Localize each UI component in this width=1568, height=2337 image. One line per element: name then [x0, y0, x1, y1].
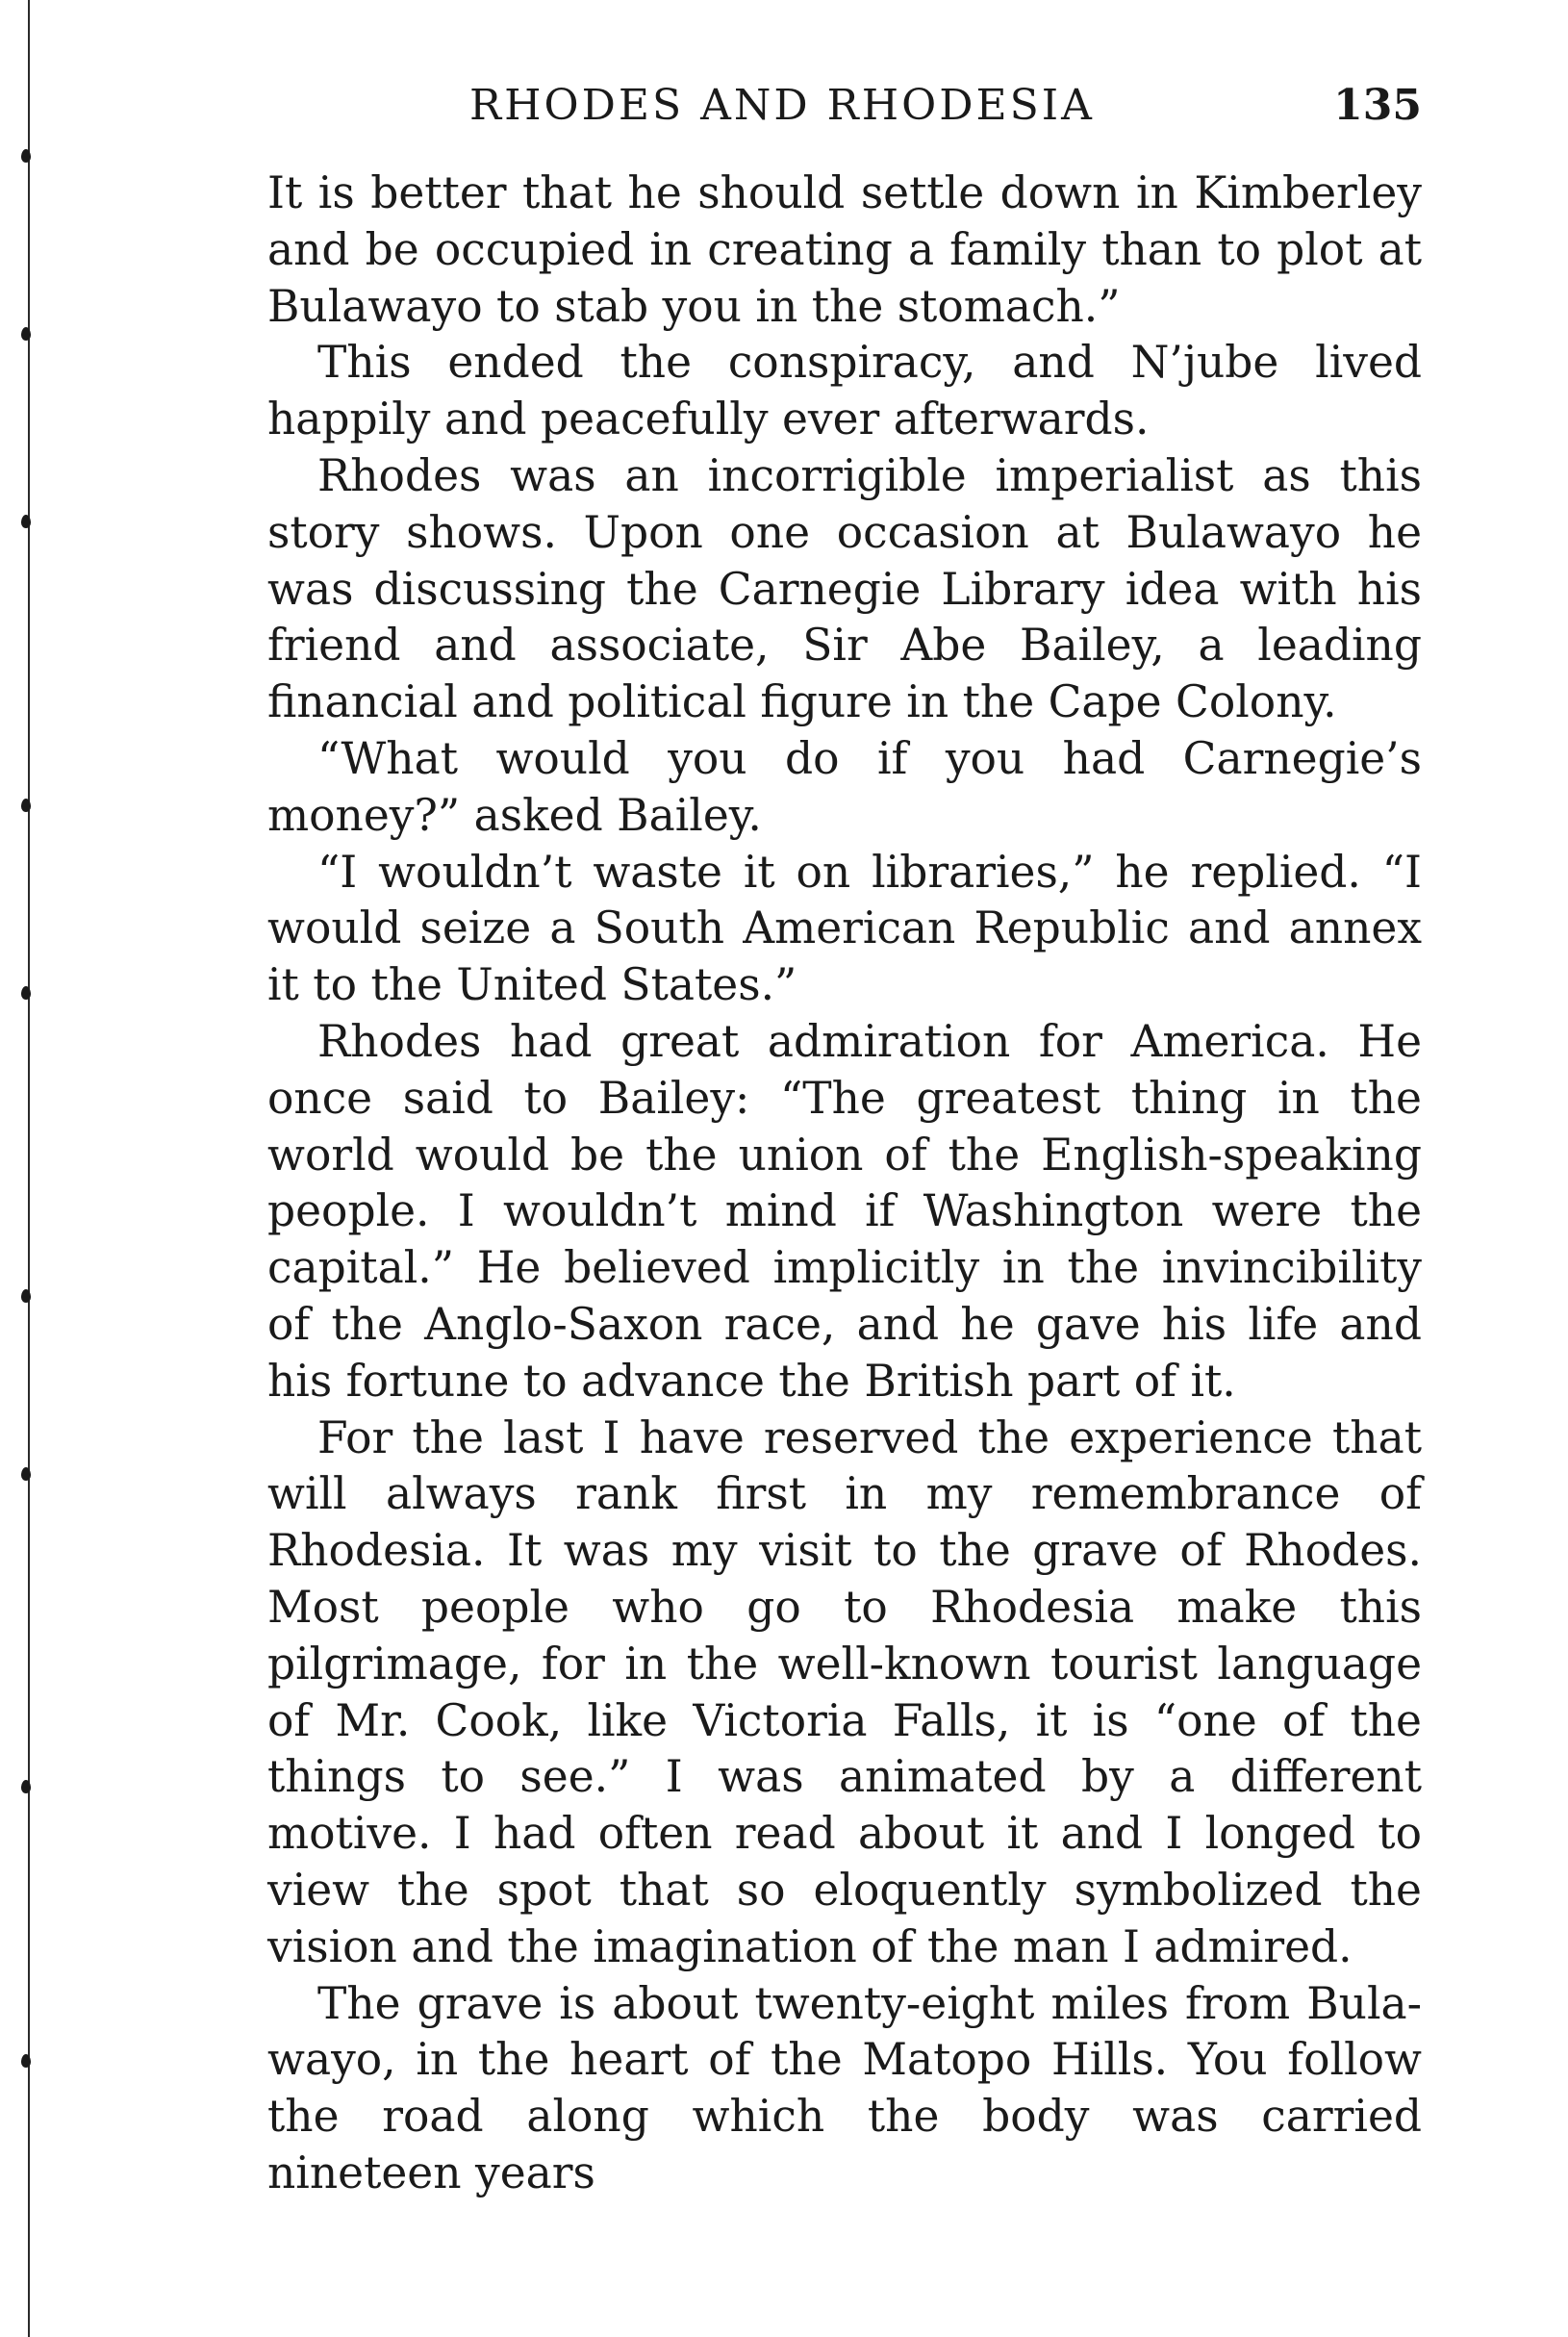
binding-rule	[28, 0, 30, 2337]
page-number: 135	[1333, 81, 1422, 130]
binding-mark	[21, 1780, 31, 1793]
paragraph: “What would you do if you had Carnegie’s money?” asked Bailey.	[267, 732, 1422, 841]
running-head	[267, 77, 1422, 135]
paragraph: “I wouldn’t waste it on libraries,” he replied. “I would seize a South American Republic and annex it to the United States.”	[267, 846, 1422, 1011]
body-text	[267, 165, 1422, 2202]
binding-mark	[21, 515, 31, 528]
binding-mark	[21, 799, 31, 812]
paragraph: For the last I have reserved the experience that will always rank first in my remembrance of Rhodesia. It was my visit to the grave of Rhodes. Most people who go to Rhodesia make this pilgrimage, for in the well-known tourist language of Mr. Cook, like Victoria Falls, it is “one of the things to see.” I was animated by a different motive. I had often read about it and I longed to view the spot that so eloquently symbolized the vision and the imagination of the man I admired.	[267, 1411, 1422, 1972]
running-title: RHODES AND RHODESIA	[469, 81, 1095, 130]
paragraph: The grave is about twenty-eight miles from Bulawayo, in the heart of the Matopo Hills. You follow the road along which the body was carried nineteen years	[267, 1977, 1422, 2198]
paragraph: It is better that he should settle down in Kimberley and be occupied in creating a family than to plot at Bulawayo to stab you in the stomach.”	[267, 167, 1422, 332]
binding-mark	[21, 1289, 31, 1303]
binding-mark	[21, 149, 31, 163]
binding-mark	[21, 2054, 31, 2068]
paragraph: Rhodes was an incorrigible imperialist as this story shows. Upon one occasion at Bulawayo he was discussing the Carnegie Library idea with his friend and associate, Sir Abe Bailey, a leading financial and political figure in the Cape Colony.	[267, 449, 1422, 728]
paragraph: This ended the conspiracy, and N’jube lived happily and peacefully ever afterwards.	[267, 337, 1422, 445]
paragraph: Rhodes had great admiration for America. He once said to Bailey: “The greatest thing in the world would be the union of the English-speaking people. I wouldn’t mind if Washington were the capital.” He believed implicitly in the invincibility of the Anglo-Saxon race, and he gave his life and his fortune to advance the British part of it.	[267, 1015, 1422, 1407]
binding-mark	[21, 327, 31, 341]
binding-edge	[27, 0, 31, 2337]
binding-mark	[21, 986, 31, 1000]
binding-mark	[21, 1467, 31, 1481]
